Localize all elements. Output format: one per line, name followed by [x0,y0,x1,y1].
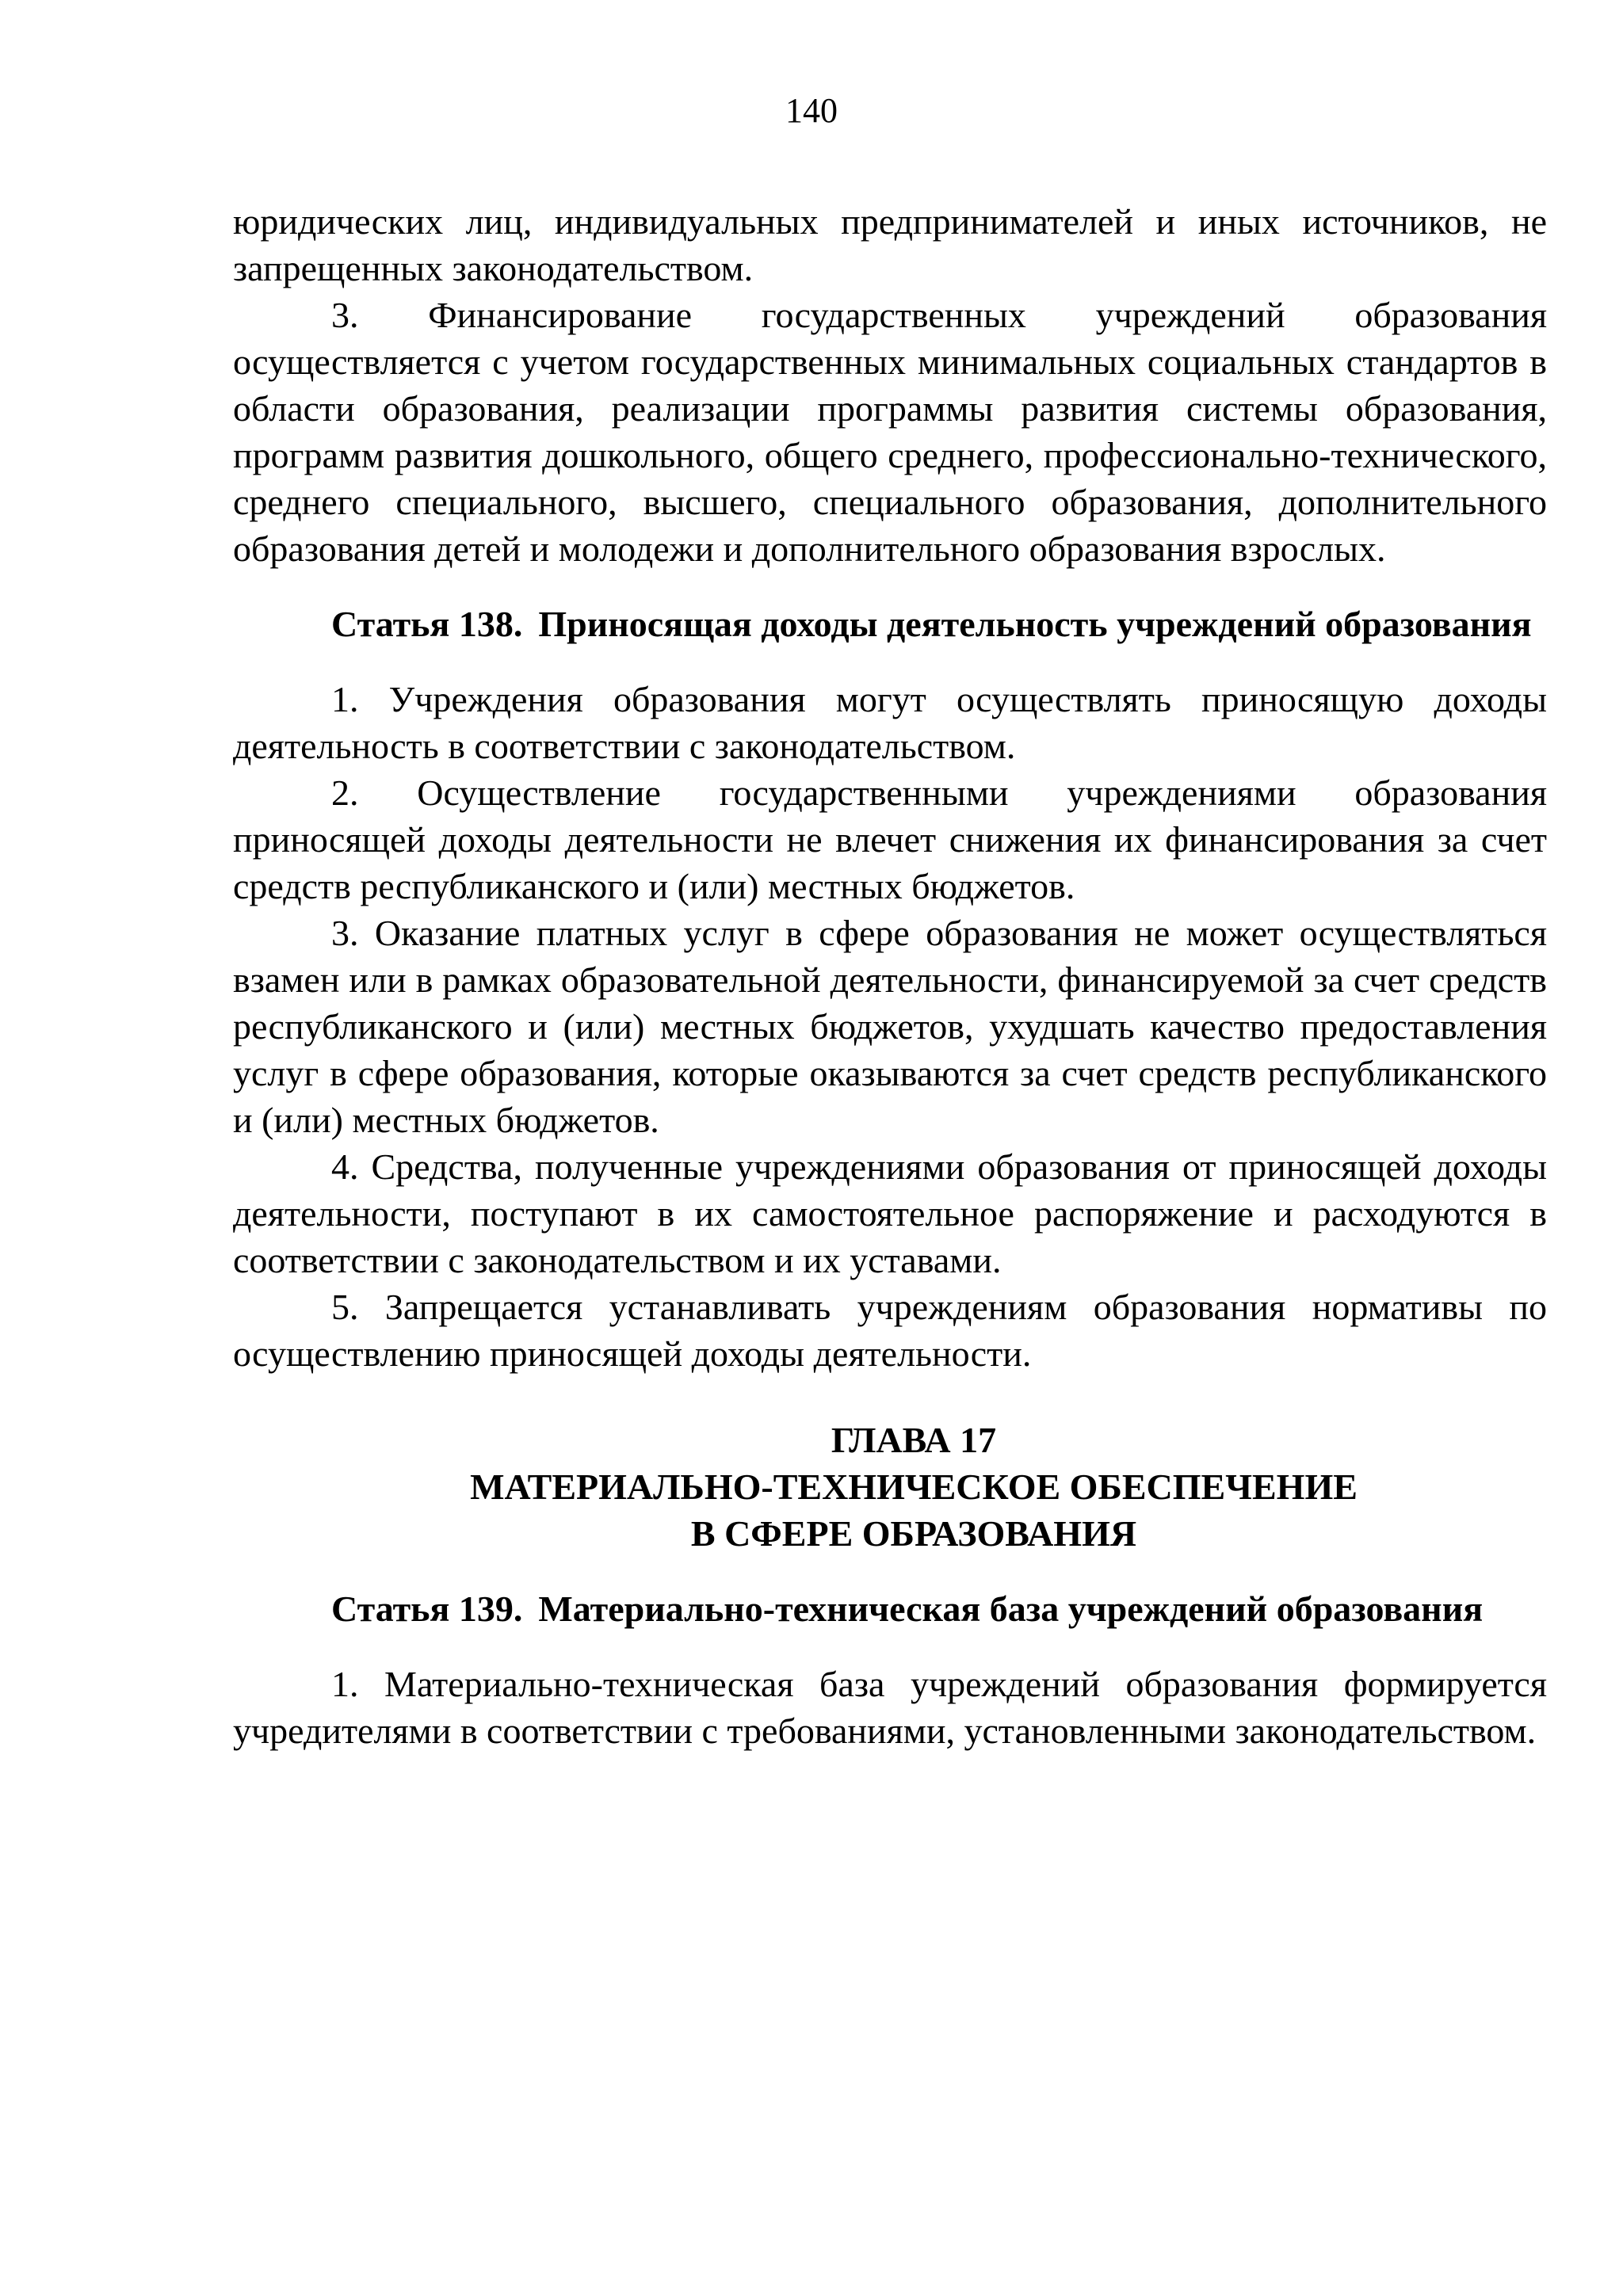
chapter-title-line-2: В СФЕРЕ ОБРАЗОВАНИЯ [690,1513,1137,1554]
article-138-paragraph-3: 3. Оказание платных услуг в сфере образования не может осуществляться взамен или в рамках образовательной деятельности, финансируемой за счет средств республиканского и (или) местных бюджетов, ухудшать качество предоставления услуг в сфере образования, которые оказываются за счет средств республиканского и (или) местных бюджетов. [233,913,1547,1140]
page-number: 140 [785,91,838,130]
article-title: Материально-техническая база учреждений образования [538,1589,1484,1629]
article-138-paragraph-1: 1. Учреждения образования могут осуществлять приносящую доходы деятельность в соответствии с законодательством. [233,679,1547,766]
article-138-paragraph-2: 2. Осуществление государственными учреждениями образования приносящей доходы деятельности не влечет снижения их финансирования за счет средств республиканского и (или) местных бюджетов. [233,772,1547,906]
paragraph-continuation: юридических лиц, индивидуальных предпринимателей и иных источников, не запрещенных законодательством. [233,201,1547,288]
article-heading-139 [331,1585,1547,1632]
article-heading-138 [331,601,1547,647]
chapter-number: ГЛАВА 17 [831,1420,997,1460]
article-139-paragraph-1: 1. Материально-техническая база учреждений образования формируется учредителями в соответствии с требованиями, установленными законодательством. [233,1664,1547,1751]
document-body [233,198,1547,1754]
article-number: Статья 139. [331,1589,523,1629]
chapter-title-line-1: МАТЕРИАЛЬНО-ТЕХНИЧЕСКОЕ ОБЕСПЕЧЕНИЕ [470,1466,1358,1507]
article-138-paragraph-5: 5. Запрещается устанавливать учреждениям образования нормативы по осуществлению приносящей доходы деятельности. [233,1287,1547,1374]
paragraph-financing: 3. Финансирование государственных учреждений образования осуществляется с учетом государственных минимальных социальных стандартов в области образования, реализации программы развития системы образования, программ развития дошкольного, общего среднего, профессионально-технического, среднего специального, высшего, специального образования, дополнительного образования детей и молодежи и дополнительного образования взрослых. [233,295,1547,569]
article-title: Приносящая доходы деятельность учреждений образования [538,604,1532,644]
article-number: Статья 138. [331,604,523,644]
chapter-heading-17 [281,1417,1547,1557]
article-138-paragraph-4: 4. Средства, полученные учреждениями образования от приносящей доходы деятельности, поступают в их самостоятельное распоряжение и расходуются в соответствии с законодательством и их уставами. [233,1146,1547,1280]
